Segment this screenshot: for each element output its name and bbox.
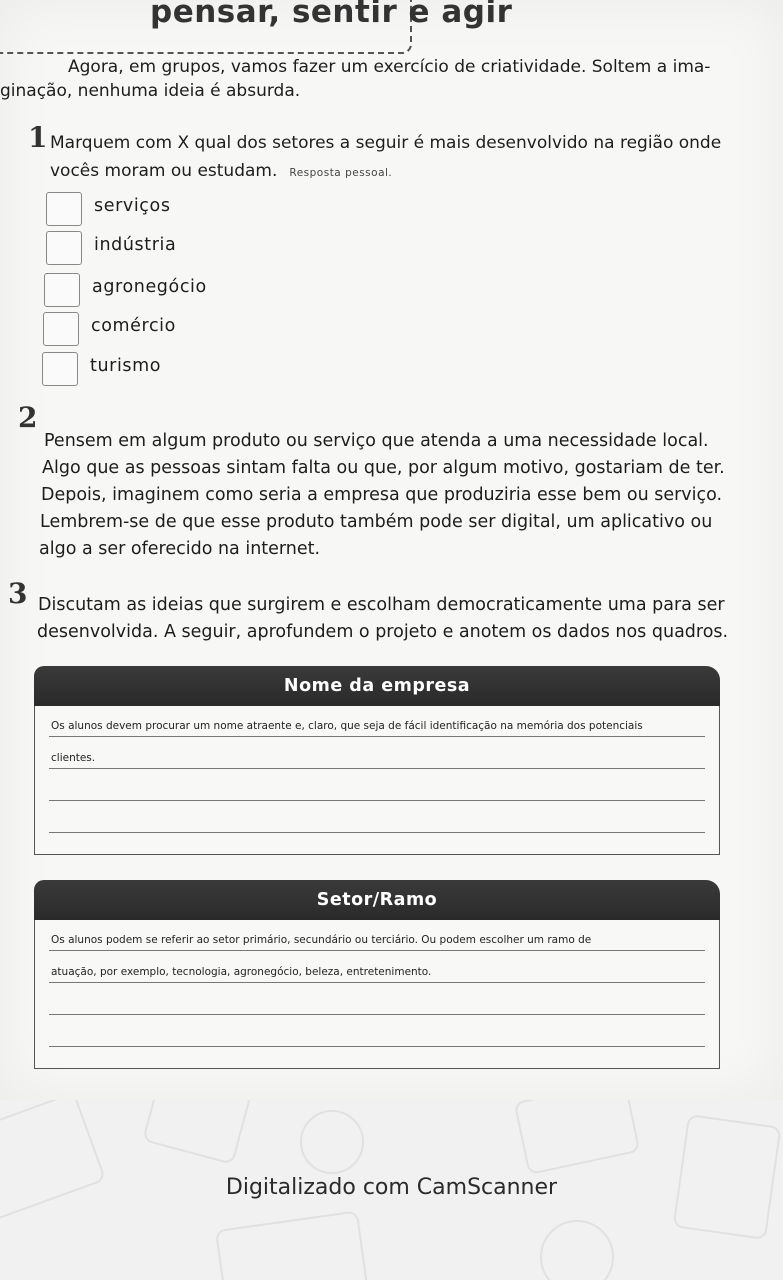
scanner-caption: Digitalizado com CamScanner — [225, 1175, 558, 1200]
company-name-answer-area[interactable] — [34, 706, 720, 855]
company-name-title: Nome da empresa — [283, 676, 471, 696]
checkbox[interactable] — [42, 352, 78, 386]
answer-note: Resposta pessoal. — [289, 167, 393, 179]
scanner-watermark-footer — [0, 1100, 783, 1280]
intro-line-2: ginação, nenhuma ideia é absurda. — [0, 81, 301, 101]
section-heading: pensar, sentir e agir — [150, 0, 513, 30]
sector-answer-area[interactable] — [34, 920, 720, 1069]
company-name-header — [34, 666, 720, 706]
question-2-line-2: Algo que as pessoas sintam falta ou que, por algum motivo, gostariam de ter. — [42, 458, 725, 478]
question-3-line-1: Discutam as ideias que surgirem e escolham democraticamente uma para ser — [38, 595, 725, 615]
checkbox[interactable] — [43, 312, 79, 346]
decorative-outline — [514, 1100, 641, 1175]
question-2-line-3: Depois, imaginem como seria a empresa que produziria esse bem ou serviço. — [41, 485, 723, 505]
decorative-outline — [300, 1110, 364, 1174]
decorative-outline — [142, 1100, 252, 1165]
answer-text: clientes. — [51, 752, 96, 764]
option-turismo[interactable] — [42, 352, 442, 388]
question-1-number: 1 — [28, 121, 48, 154]
decorative-outline — [0, 1100, 106, 1222]
sector-header — [34, 880, 720, 920]
answer-line — [49, 1018, 705, 1047]
checkbox[interactable] — [46, 231, 82, 265]
answer-line — [49, 954, 705, 983]
answer-line — [49, 740, 705, 769]
option-industria[interactable] — [46, 231, 446, 267]
option-label: indústria — [94, 235, 177, 255]
checkbox[interactable] — [44, 273, 80, 307]
answer-text: Os alunos devem procurar um nome atraente e, claro, que seja de fácil identificação na memória dos potenciais — [51, 720, 643, 732]
option-label: comércio — [91, 316, 176, 336]
option-agronegocio[interactable] — [44, 273, 444, 309]
question-2-line-4: Lembrem-se de que esse produto também pode ser digital, um aplicativo ou — [40, 512, 713, 532]
option-label: agronegócio — [92, 277, 207, 297]
option-label: serviços — [94, 196, 171, 216]
question-2-line-1: Pensem em algum produto ou serviço que atenda a uma necessidade local. — [44, 431, 709, 451]
question-3-number: 3 — [8, 577, 28, 610]
question-2-line-5: algo a ser oferecido na internet. — [39, 539, 321, 559]
checkbox[interactable] — [46, 192, 82, 226]
question-1-line-2 — [50, 158, 392, 187]
option-comercio[interactable] — [43, 312, 443, 348]
answer-line — [49, 772, 705, 801]
sector-panel — [34, 880, 720, 1070]
answer-line — [49, 804, 705, 833]
answer-line — [49, 708, 705, 737]
decorative-outline — [215, 1210, 369, 1280]
intro-line-1: Agora, em grupos, vamos fazer um exercício de criatividade. Soltem a ima- — [68, 57, 711, 77]
decorative-outline — [540, 1220, 614, 1280]
question-3-line-2: desenvolvida. A seguir, aprofundem o projeto e anotem os dados nos quadros. — [37, 622, 729, 642]
answer-line — [49, 986, 705, 1015]
option-label: turismo — [90, 356, 162, 376]
answer-line — [49, 922, 705, 951]
company-name-panel — [34, 666, 720, 856]
question-1-line-2-text: vocês moram ou estudam. — [50, 161, 278, 181]
question-1-line-1: Marquem com X qual dos setores a seguir é mais desenvolvido na região onde — [50, 133, 722, 153]
option-servicos[interactable] — [46, 192, 446, 228]
sector-title: Setor/Ramo — [316, 890, 438, 910]
answer-text: atuação, por exemplo, tecnologia, agronegócio, beleza, entretenimento. — [51, 966, 432, 978]
answer-text: Os alunos podem se referir ao setor primário, secundário ou terciário. Ou podem escolher um ramo de — [51, 934, 592, 946]
question-2-number: 2 — [18, 401, 38, 434]
